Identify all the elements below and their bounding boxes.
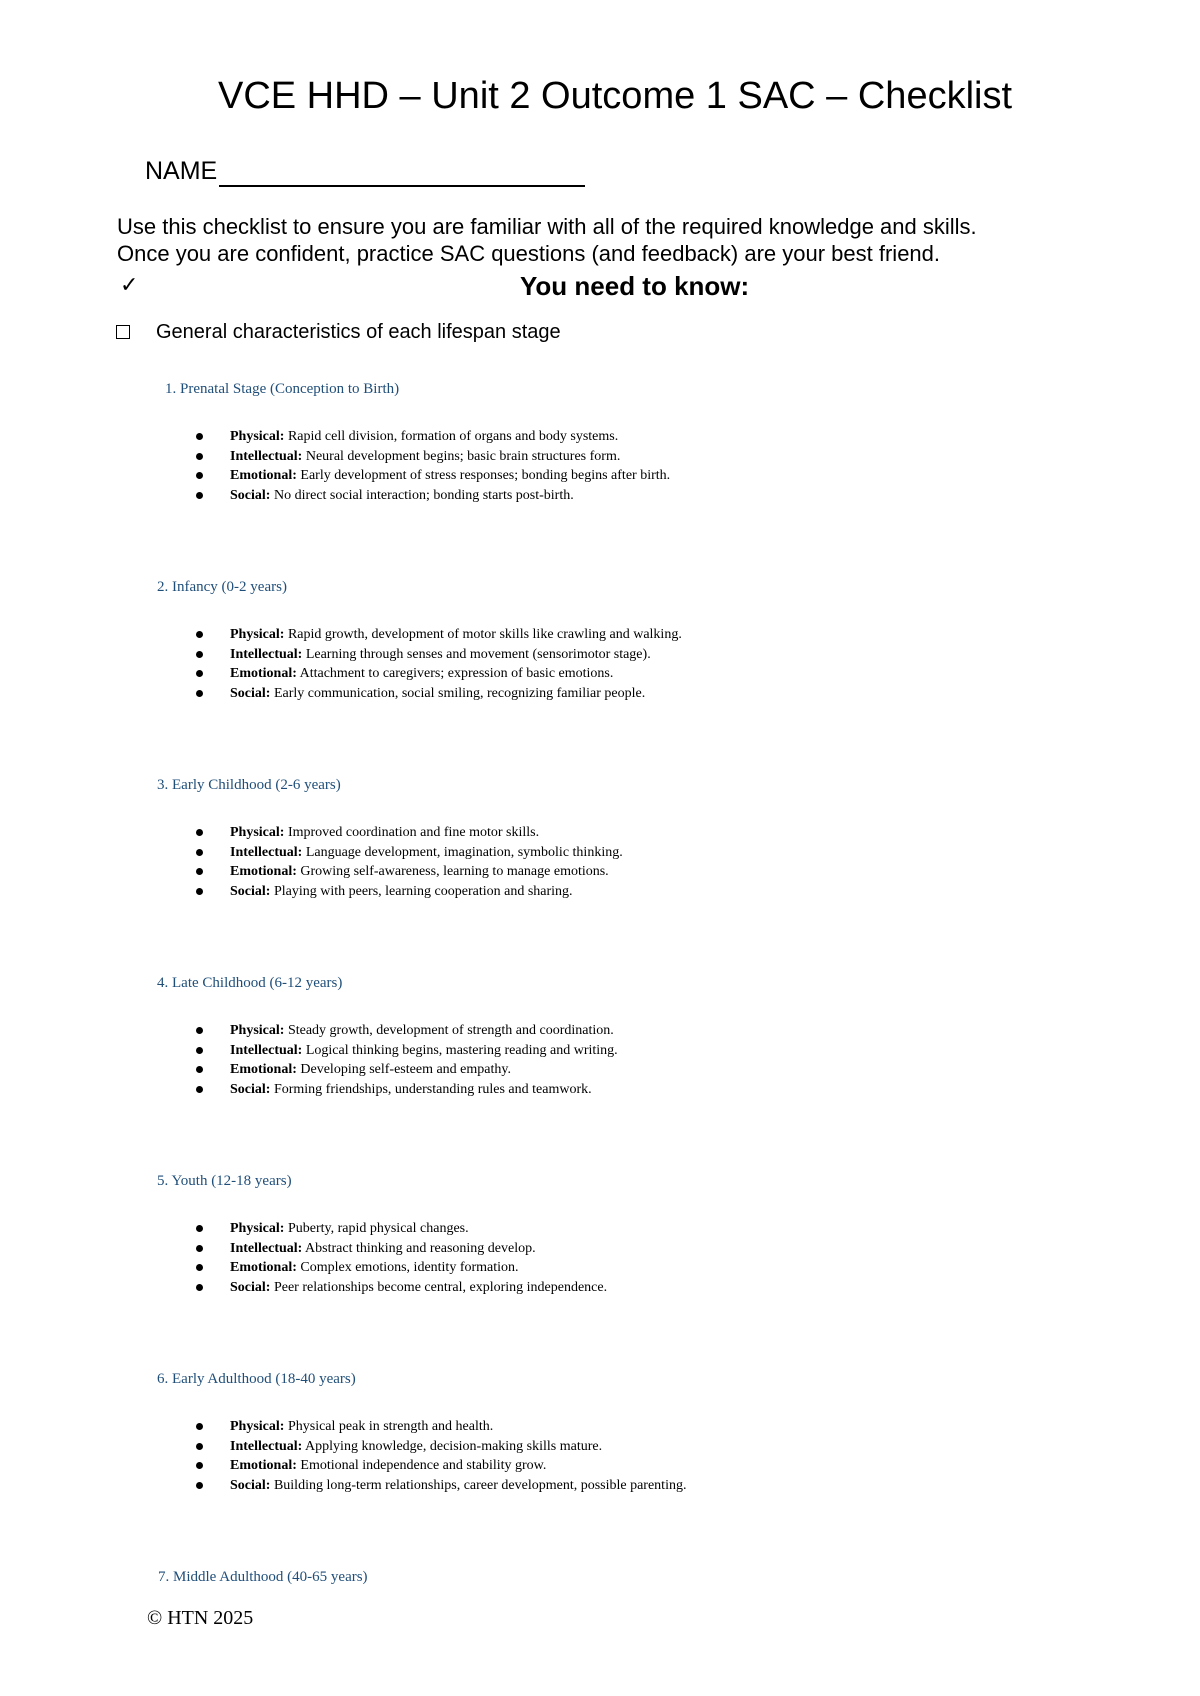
know-header-row <box>120 270 1120 302</box>
page-title: VCE HHD – Unit 2 Outcome 1 SAC – Checklist <box>217 75 1013 117</box>
stage-bullets <box>196 427 670 505</box>
list-item: Physical: Steady growth, development of strength and coordination. <box>196 1021 618 1041</box>
list-item: Intellectual: Learning through senses and movement (sensorimotor stage). <box>196 645 682 665</box>
list-item: Emotional: Emotional independence and stability grow. <box>196 1456 686 1476</box>
checklist-item-label: General characteristics of each lifespan stage <box>156 321 561 343</box>
stage-heading: 3. Early Childhood (2-6 years) <box>157 777 341 793</box>
list-item: Social: Early communication, social smiling, recognizing familiar people. <box>196 684 682 704</box>
list-item: Physical: Rapid growth, development of motor skills like crawling and walking. <box>196 625 682 645</box>
list-item: Emotional: Complex emotions, identity formation. <box>196 1258 607 1278</box>
name-input-line[interactable] <box>219 158 585 187</box>
copyright-footer: © HTN 2025 <box>147 1607 254 1629</box>
list-item: Social: Forming friendships, understanding rules and teamwork. <box>196 1080 618 1100</box>
stage-bullets <box>196 1417 686 1495</box>
stage-heading: 4. Late Childhood (6-12 years) <box>157 975 343 991</box>
name-field-row <box>145 155 585 187</box>
stage-heading: 1. Prenatal Stage (Conception to Birth) <box>165 381 400 397</box>
list-item: Intellectual: Abstract thinking and reasoning develop. <box>196 1239 607 1259</box>
list-item: Social: Playing with peers, learning cooperation and sharing. <box>196 882 623 902</box>
stage-heading: 7. Middle Adulthood (40-65 years) <box>158 1569 368 1585</box>
stage-bullets <box>196 823 623 901</box>
list-item: Social: Peer relationships become central, exploring independence. <box>196 1278 607 1298</box>
intro-line-1: Use this checklist to ensure you are familiar with all of the required knowledge and skills. <box>117 214 977 239</box>
name-label: NAME <box>145 157 218 185</box>
list-item: Physical: Physical peak in strength and health. <box>196 1417 686 1437</box>
intro-line-2: Once you are confident, practice SAC questions (and feedback) are your best friend. <box>117 241 941 266</box>
list-item: Intellectual: Neural development begins; basic brain structures form. <box>196 447 670 467</box>
list-item: Social: No direct social interaction; bonding starts post-birth. <box>196 486 670 506</box>
list-item: Intellectual: Language development, imagination, symbolic thinking. <box>196 843 623 863</box>
stage-bullets <box>196 1219 607 1297</box>
know-heading: You need to know: <box>520 271 750 301</box>
checkbox-icon[interactable] <box>116 325 130 339</box>
list-item: Emotional: Growing self-awareness, learning to manage emotions. <box>196 862 623 882</box>
checklist-item <box>116 318 561 346</box>
list-item: Social: Building long-term relationships, career development, possible parenting. <box>196 1476 686 1496</box>
list-item: Emotional: Attachment to caregivers; expression of basic emotions. <box>196 664 682 684</box>
stage-bullets <box>196 625 682 703</box>
stage-bullets <box>196 1021 618 1099</box>
list-item: Physical: Rapid cell division, formation of organs and body systems. <box>196 427 670 447</box>
list-item: Physical: Puberty, rapid physical changes. <box>196 1219 607 1239</box>
stage-heading: 6. Early Adulthood (18-40 years) <box>157 1371 356 1387</box>
list-item: Intellectual: Logical thinking begins, mastering reading and writing. <box>196 1041 618 1061</box>
list-item: Physical: Improved coordination and fine motor skills. <box>196 823 623 843</box>
list-item: Intellectual: Applying knowledge, decision-making skills mature. <box>196 1437 686 1457</box>
stage-heading: 5. Youth (12-18 years) <box>157 1173 292 1189</box>
list-item: Emotional: Early development of stress responses; bonding begins after birth. <box>196 466 670 486</box>
stage-heading: 2. Infancy (0-2 years) <box>157 579 287 595</box>
list-item: Emotional: Developing self-esteem and empathy. <box>196 1060 618 1080</box>
intro-text <box>117 213 977 267</box>
checkmark-icon: ✓ <box>120 273 139 298</box>
